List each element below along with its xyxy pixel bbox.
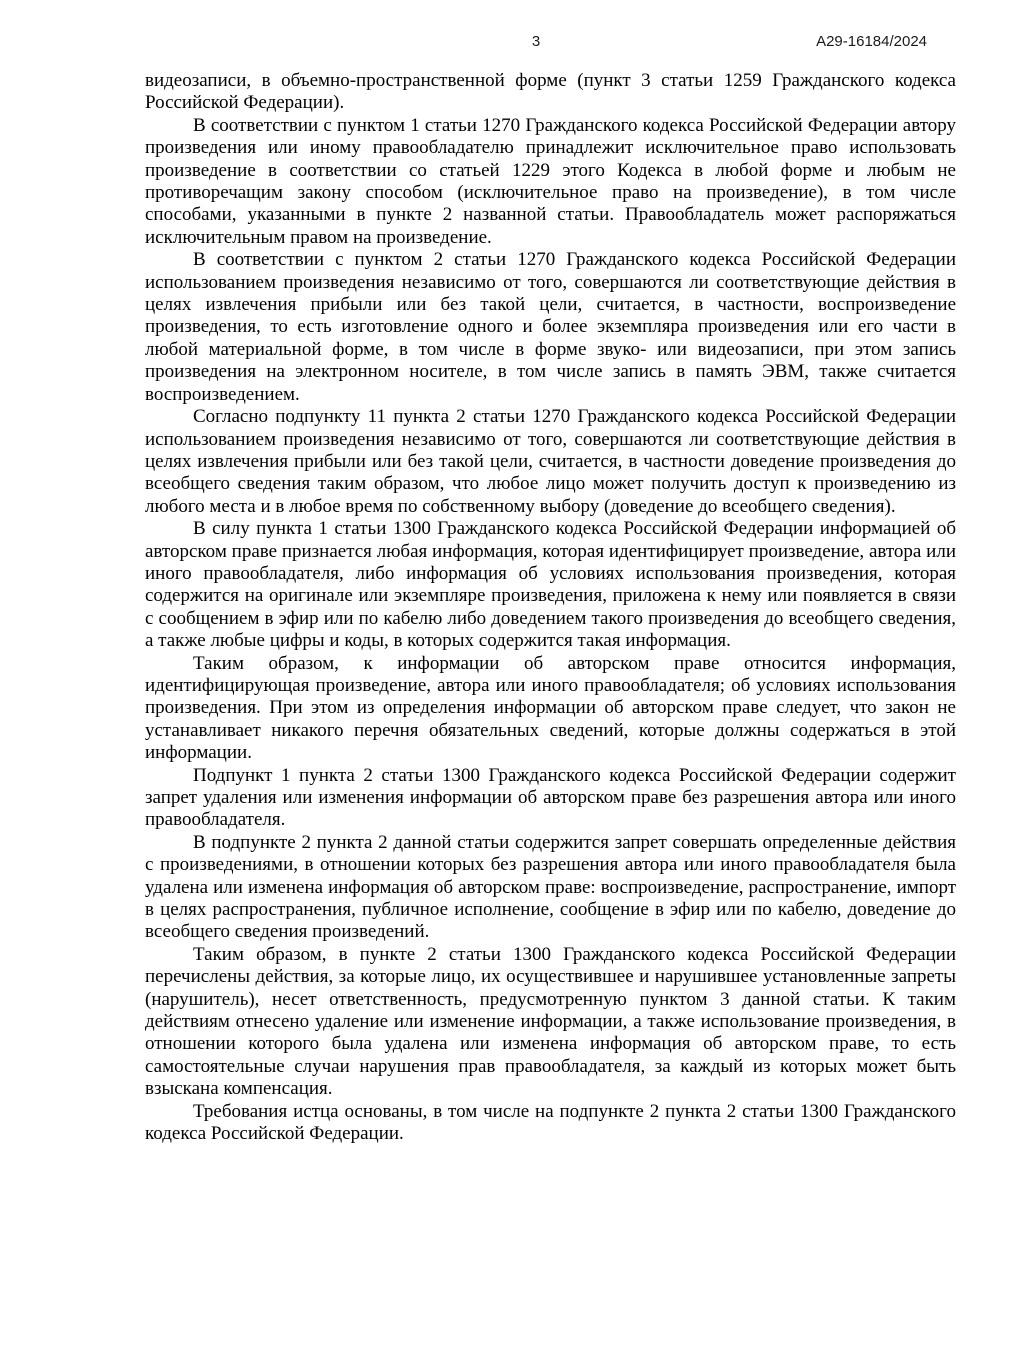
paragraph: Таким образом, в пункте 2 статьи 1300 Гражданского кодекса Российской Федерации перечислены действия, за которые лицо, их осуществившее и нарушившее установленные запреты (нарушитель), несет ответственность, предусмотренную пунктом 3 данной статьи. К таким действиям отнесено удаление или изменение информации, а также использование произведения, в отношении которого была удалена или изменена информация об авторском праве, то есть самостоятельные случаи нарушения прав правообладателя, за каждый из которых может быть взыскана компенсация. <box>145 943 956 1100</box>
case-number: А29-16184/2024 <box>816 33 928 50</box>
document-body <box>145 70 956 1146</box>
paragraph: Требования истца основаны, в том числе на подпункте 2 пункта 2 статьи 1300 Гражданского кодекса Российской Федерации. <box>145 1100 956 1145</box>
paragraph: В силу пункта 1 статьи 1300 Гражданского кодекса Российской Федерации информацией об авторском праве признается любая информация, которая идентифицирует произведение, автора или иного правообладателя, либо информация об условиях использования произведения, которая содержится на оригинале или экземпляре произведения, приложена к нему или появляется в связи с сообщением в эфир или по кабелю либо доведением такого произведения до всеобщего сведения, а также любые цифры и коды, в которых содержится такая информация. <box>145 518 956 652</box>
paragraph: В соответствии с пунктом 2 статьи 1270 Гражданского кодекса Российской Федерации использованием произведения независимо от того, совершаются ли соответствующие действия в целях извлечения прибыли или без такой цели, считается, в частности, воспроизведение произведения, то есть изготовление одного и более экземпляра произведения или его части в любой материальной форме, в том числе в форме звуко- или видеозаписи, при этом запись произведения на электронном носителе, в том числе запись в память ЭВМ, также считается воспроизведением. <box>145 249 956 405</box>
paragraph: В соответствии с пунктом 1 статьи 1270 Гражданского кодекса Российской Федерации автору произведения или иному правообладателю принадлежит исключительное право использовать произведение в соответствии со статьей 1229 этого Кодекса в любой форме и любым не противоречащим закону способом (исключительное право на произведение), в том числе способами, указанными в пункте 2 названной статьи. Правообладатель может распоряжаться исключительным правом на произведение. <box>145 114 956 248</box>
paragraph: В подпункте 2 пункта 2 данной статьи содержится запрет совершать определенные действия с произведениями, в отношении которых без разрешения автора или иного правообладателя была удалена или изменена информация об авторском праве: воспроизведение, распространение, импорт в целях распространения, публичное исполнение, сообщение в эфир или по кабелю, доведение до всеобщего сведения произведений. <box>145 831 956 943</box>
page-number: 3 <box>531 33 541 50</box>
paragraph: видеозаписи, в объемно-пространственной форме (пункт 3 статьи 1259 Гражданского кодекса Российской Федерации). <box>145 70 956 114</box>
page-header <box>145 33 927 51</box>
paragraph: Согласно подпункту 11 пункта 2 статьи 1270 Гражданского кодекса Российской Федерации использованием произведения независимо от того, совершаются ли соответствующие действия в целях извлечения прибыли или без такой цели, считается, в частности доведение произведения до всеобщего сведения таким образом, что любое лицо может получить доступ к произведению из любого места и в любое время по собственному выбору (доведение до всеобщего сведения). <box>145 406 956 517</box>
paragraph: Подпункт 1 пункта 2 статьи 1300 Гражданского кодекса Российской Федерации содержит запрет удаления или изменения информации об авторском праве без разрешения автора или иного правообладателя. <box>145 764 956 831</box>
paragraph: Таким образом, к информации об авторском праве относится информация, идентифицирующая произведение, автора или иного правообладателя; об условиях использования произведения. При этом из определения информации об авторском праве следует, что закон не устанавливает никакого перечня обязательных сведений, которые должны содержаться в этой информации. <box>145 652 956 764</box>
